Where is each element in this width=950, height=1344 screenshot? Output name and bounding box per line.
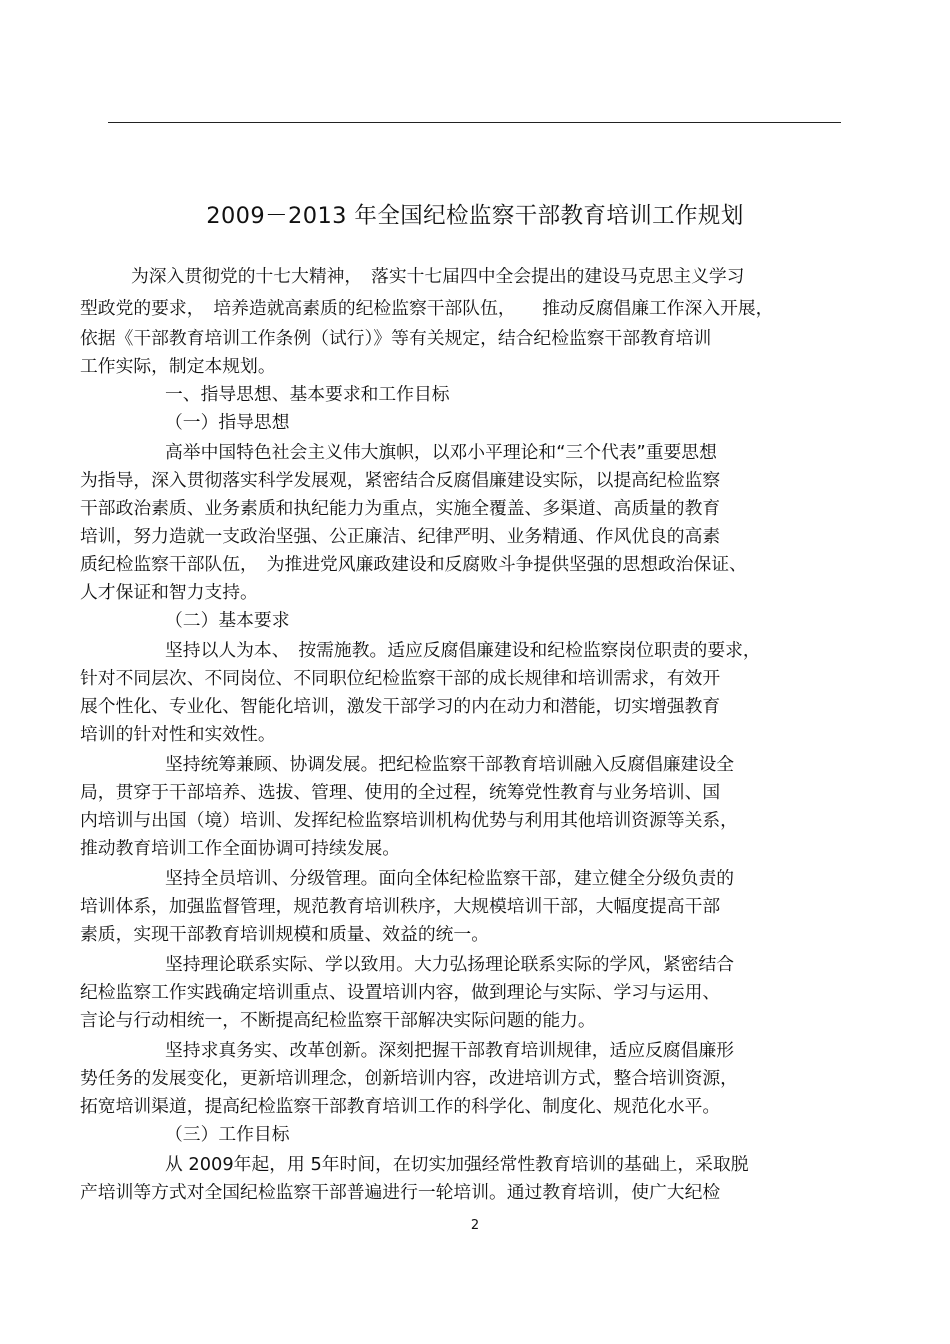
subsection-heading: （二）基本要求 bbox=[165, 610, 290, 631]
text-line: 素质，实现干部教育培训规模和质量、效益的统一。 bbox=[80, 924, 489, 945]
text-line: 推动教育培训工作全面协调可持续发展。 bbox=[80, 838, 401, 859]
text-line: 培训的针对性和实效性。 bbox=[80, 724, 276, 745]
text-line: 为深入贯彻党的十七大精神， 落实十七届四中全会提出的建设马克思主义学习 bbox=[131, 266, 745, 287]
text-line: 坚持全员培训、分级管理。面向全体纪检监察干部，建立健全分级负责的 bbox=[165, 868, 735, 889]
text-line: 产培训等方式对全国纪检监察干部普遍进行一轮培训。通过教育培训，使广大纪检 bbox=[80, 1182, 721, 1203]
text-line: 培训，努力造就一支政治坚强、公正廉洁、纪律严明、业务精通、作风优良的高素 bbox=[80, 526, 721, 547]
text-line: 培训体系，加强监督管理，规范教育培训秩序，大规模培训干部，大幅度提高干部 bbox=[80, 896, 721, 917]
text-line: 坚持理论联系实际、学以致用。大力弘扬理论联系实际的学风，紧密结合 bbox=[165, 954, 735, 975]
text-line: 纪检监察工作实践确定培训重点、设置培训内容，做到理论与实际、学习与运用、 bbox=[80, 982, 721, 1003]
text-line: 坚持以人为本、 按需施教。适应反腐倡廉建设和纪检监察岗位职责的要求， bbox=[165, 640, 761, 661]
document-title: 2009－2013 年全国纪检监察干部教育培训工作规划 bbox=[206, 203, 744, 229]
text-line: 质纪检监察干部队伍， 为推进党风廉政建设和反腐败斗争提供坚强的思想政治保证、 bbox=[80, 554, 747, 575]
text-line: 坚持求真务实、改革创新。深刻把握干部教育培训规律，适应反腐倡廉形 bbox=[165, 1040, 735, 1061]
text-line: 坚持统筹兼顾、协调发展。把纪检监察干部教育培训融入反腐倡廉建设全 bbox=[165, 754, 735, 775]
section-heading: 一、指导思想、基本要求和工作目标 bbox=[165, 384, 450, 405]
text-line: 人才保证和智力支持。 bbox=[80, 582, 258, 603]
text-line: 型政党的要求， 培养造就高素质的纪检监察干部队伍， 推动反腐倡廉工作深入开展， bbox=[80, 298, 774, 319]
text-line: 拓宽培训渠道，提高纪检监察干部教育培训工作的科学化、制度化、规范化水平。 bbox=[80, 1096, 721, 1117]
text-line: 局，贯穿于干部培养、选拔、管理、使用的全过程，统筹党性教育与业务培训、国 bbox=[80, 782, 721, 803]
text-line: 干部政治素质、业务素质和执纪能力为重点，实施全覆盖、多渠道、高质量的教育 bbox=[80, 498, 721, 519]
subsection-heading: （三）工作目标 bbox=[165, 1124, 290, 1145]
text-line: 工作实际，制定本规划。 bbox=[80, 356, 276, 377]
text-line: 高举中国特色社会主义伟大旗帜，以邓小平理论和“三个代表”重要思想 bbox=[165, 442, 717, 463]
text-line: 内培训与出国（境）培训、发挥纪检监察培训机构优势与利用其他培训资源等关系， bbox=[80, 810, 738, 831]
text-line: 势任务的发展变化，更新培训理念，创新培训内容，改进培训方式，整合培训资源， bbox=[80, 1068, 738, 1089]
text-line: 从 2009年起，用 5年时间，在切实加强经常性教育培训的基础上，采取脱 bbox=[165, 1154, 749, 1175]
text-line: 为指导，深入贯彻落实科学发展观，紧密结合反腐倡廉建设实际，以提高纪检监察 bbox=[80, 470, 721, 491]
page-number: 2 bbox=[470, 1218, 480, 1233]
text-line: 展个性化、专业化、智能化培训，激发干部学习的内在动力和潜能，切实增强教育 bbox=[80, 696, 721, 717]
text-line: 针对不同层次、不同岗位、不同职位纪检监察干部的成长规律和培训需求，有效开 bbox=[80, 668, 721, 689]
text-line: 言论与行动相统一，不断提高纪检监察干部解决实际问题的能力。 bbox=[80, 1010, 596, 1031]
header-rule bbox=[108, 122, 841, 123]
text-line: 依据《干部教育培训工作条例（试行）》等有关规定，结合纪检监察干部教育培训 bbox=[80, 328, 712, 349]
subsection-heading: （一）指导思想 bbox=[165, 412, 290, 433]
